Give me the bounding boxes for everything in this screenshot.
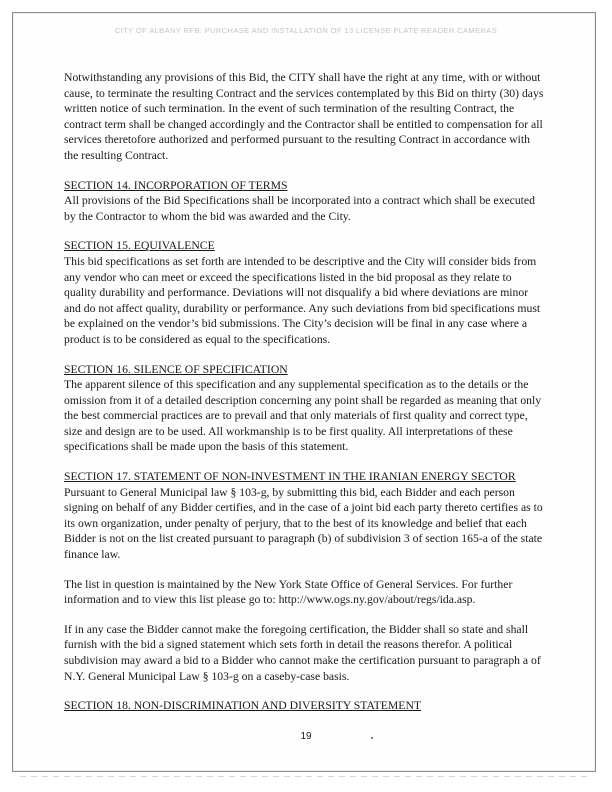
section-15-text: This bid specifications as set forth are intended to be descriptive and the City will consider bids from any vendor who can meet or exceed the specifications listed in the bid proposal as they relate to quality durability and performance. Deviations will not disqualify a bid where deviations are minor and do not affect quality, durability or performance. Any such deviations from bid specifications must be explained on the vendor’s bid submissions. The City’s decision will be final in any case where a product is to be considered as equal to the specifications. [64, 254, 541, 346]
section-14-heading: SECTION 14. INCORPORATION OF TERMS [64, 178, 288, 192]
document-body [64, 70, 544, 714]
section-16-text: The apparent silence of this specification and any supplemental specification as to the details or the omission from it of a detailed description concerning any point shall be regarded as meaning that only the best commercial practices are to prevail and that only materials of first quality and correct type, size and design are to be used. All workmanship is to be first quality. All interpretations of these specifications shall be made upon the basis of this statement. [64, 378, 542, 454]
scan-edge-artifact [20, 776, 590, 777]
section-14-text: All provisions of the Bid Specifications shall be incorporated into a contract which shall be executed by the Contractor to whom the bid was awarded and the City. [64, 194, 535, 223]
section-15-heading: SECTION 15. EQUIVALENCE [64, 239, 215, 253]
termination-paragraph: Notwithstanding any provisions of this Bid, the CITY shall have the right at any time, with or without cause, to terminate the resulting Contract and the services contemplated by this Bid on thirty (30) days written notice of such termination. In the event of such termination of the resulting Contract, the contract term shall be changed accordingly and the Contractor shall be entitled to compensation for all services theretofore authorized and performed pursuant to the resulting Contract in accordance with the resulting Contract. [64, 71, 544, 162]
section-17-heading: SECTION 17. STATEMENT OF NON-INVESTMENT IN THE IRANIAN ENERGY SECTOR [64, 470, 516, 484]
running-header: CITY OF ALBANY RFB: PURCHASE AND INSTALLATION OF 13 LICENSE PLATE READER CAMERAS [114, 26, 498, 35]
scan-speck [371, 737, 373, 739]
section-16-heading: SECTION 16. SILENCE OF SPECIFICATION [64, 362, 288, 376]
section-17-text-2: The list in question is maintained by the New York State Office of General Services. For further information and to view this list please go to: http://www.ogs.ny.gov/about/regs/ida.asp. [64, 577, 513, 607]
section-18-heading: SECTION 18. NON-DISCRIMINATION AND DIVERSITY STATEMENT [64, 699, 422, 713]
section-17-text-1: Pursuant to General Municipal law § 103-g, by submitting this bid, each Bidder and each person signing on behalf of any Bidder certifies, and in the case of a joint bid each party thereto certifies as to its own organization, under penalty of perjury, that to the best of its knowledge and belief that each Bidder is not on the list created pursuant to paragraph (b) of subdivision 3 of section 165-a of the state finance law. [64, 485, 543, 562]
section-17-text-3: If in any case the Bidder cannot make the foregoing certification, the Bidder shall so state and shall furnish with the bid a signed statement which sets forth in detail the reasons therefor. A political subdivision may award a bid to a Bidder who cannot make the certification pursuant to paragraph a of N.Y. General Municipal Law § 103-g on a caseby-case basis. [64, 622, 541, 683]
page-number: 19 [300, 731, 312, 742]
